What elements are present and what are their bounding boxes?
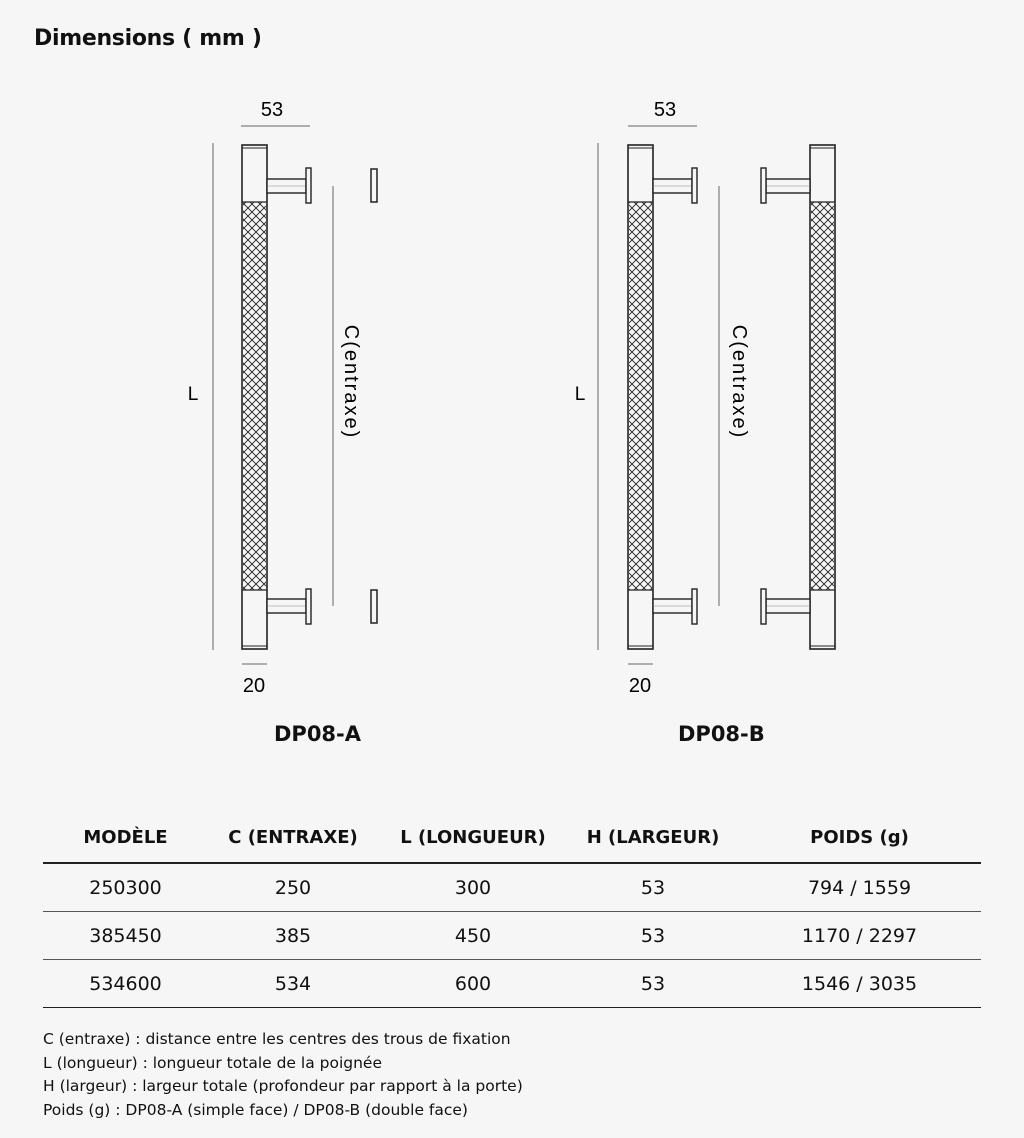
cell-weight: 794 / 1559 [807,876,912,899]
cell-weight: 1546 / 3035 [801,972,918,995]
drawing-dp08-a [188,99,377,697]
standoff-top-front [653,168,697,203]
fixing-hole-bottom [371,590,377,623]
column-header-entraxe: C (ENTRAXE) [228,826,358,848]
page-title: Dimensions ( mm ) [34,26,262,51]
handle-bar-back [810,145,835,649]
column-header-model: MODÈLE [83,826,168,848]
handle-bar-front [628,145,653,649]
table-row [43,912,981,960]
note-length: L (longueur) : longueur totale de la poignée [43,1053,382,1072]
note-weight: Poids (g) : DP08-A (simple face) / DP08-B (double face) [43,1100,468,1119]
cell-model: 250300 [89,876,162,899]
specifications-table [43,812,981,1008]
column-header-length: L (LONGUEUR) [400,826,546,848]
cell-entraxe: 385 [274,924,312,947]
depth-dimension-label: 20 [628,675,652,697]
width-dimension-label: 53 [653,99,677,121]
cell-width: 53 [640,972,666,995]
table-header-row [43,812,981,863]
notes-legend [43,1028,523,1122]
note-entraxe: C (entraxe) : distance entre les centres des trous de fixation [43,1030,511,1048]
note-width: H (largeur) : largeur totale (profondeur par rapport à la porte) [43,1077,523,1095]
length-dimension-label: L [187,384,199,405]
depth-dimension-label: 20 [242,675,266,697]
standoff-bottom [267,589,311,624]
entraxe-dimension-label: C(entraxe) [340,324,362,440]
cell-model: 534600 [89,972,162,995]
fixing-hole-top [371,169,377,202]
standoff-top [267,168,311,203]
table-row [43,960,981,1008]
cell-width: 53 [640,876,666,899]
cell-model: 385450 [89,924,162,947]
standoff-bottom-back [761,589,810,624]
model-label-dp08-b: DP08-B [678,722,765,746]
column-header-weight: POIDS (g) [810,826,909,848]
width-dimension-label: 53 [260,99,284,121]
standoff-bottom-front [653,589,697,624]
cell-length: 300 [454,876,492,899]
standoff-top-back [761,168,810,203]
entraxe-dimension-label: C(entraxe) [728,324,750,440]
cell-weight: 1170 / 2297 [801,924,918,947]
cell-width: 53 [640,924,666,947]
drawing-dp08-b [575,99,835,697]
cell-entraxe: 534 [274,972,312,995]
column-header-width: H (LARGEUR) [586,826,720,848]
cell-length: 450 [454,924,492,947]
table-row [43,863,981,912]
length-dimension-label: L [574,384,586,405]
handle-bar [242,145,267,649]
model-label-dp08-a: DP08-A [274,722,362,746]
cell-entraxe: 250 [274,876,312,899]
cell-length: 600 [454,972,492,995]
